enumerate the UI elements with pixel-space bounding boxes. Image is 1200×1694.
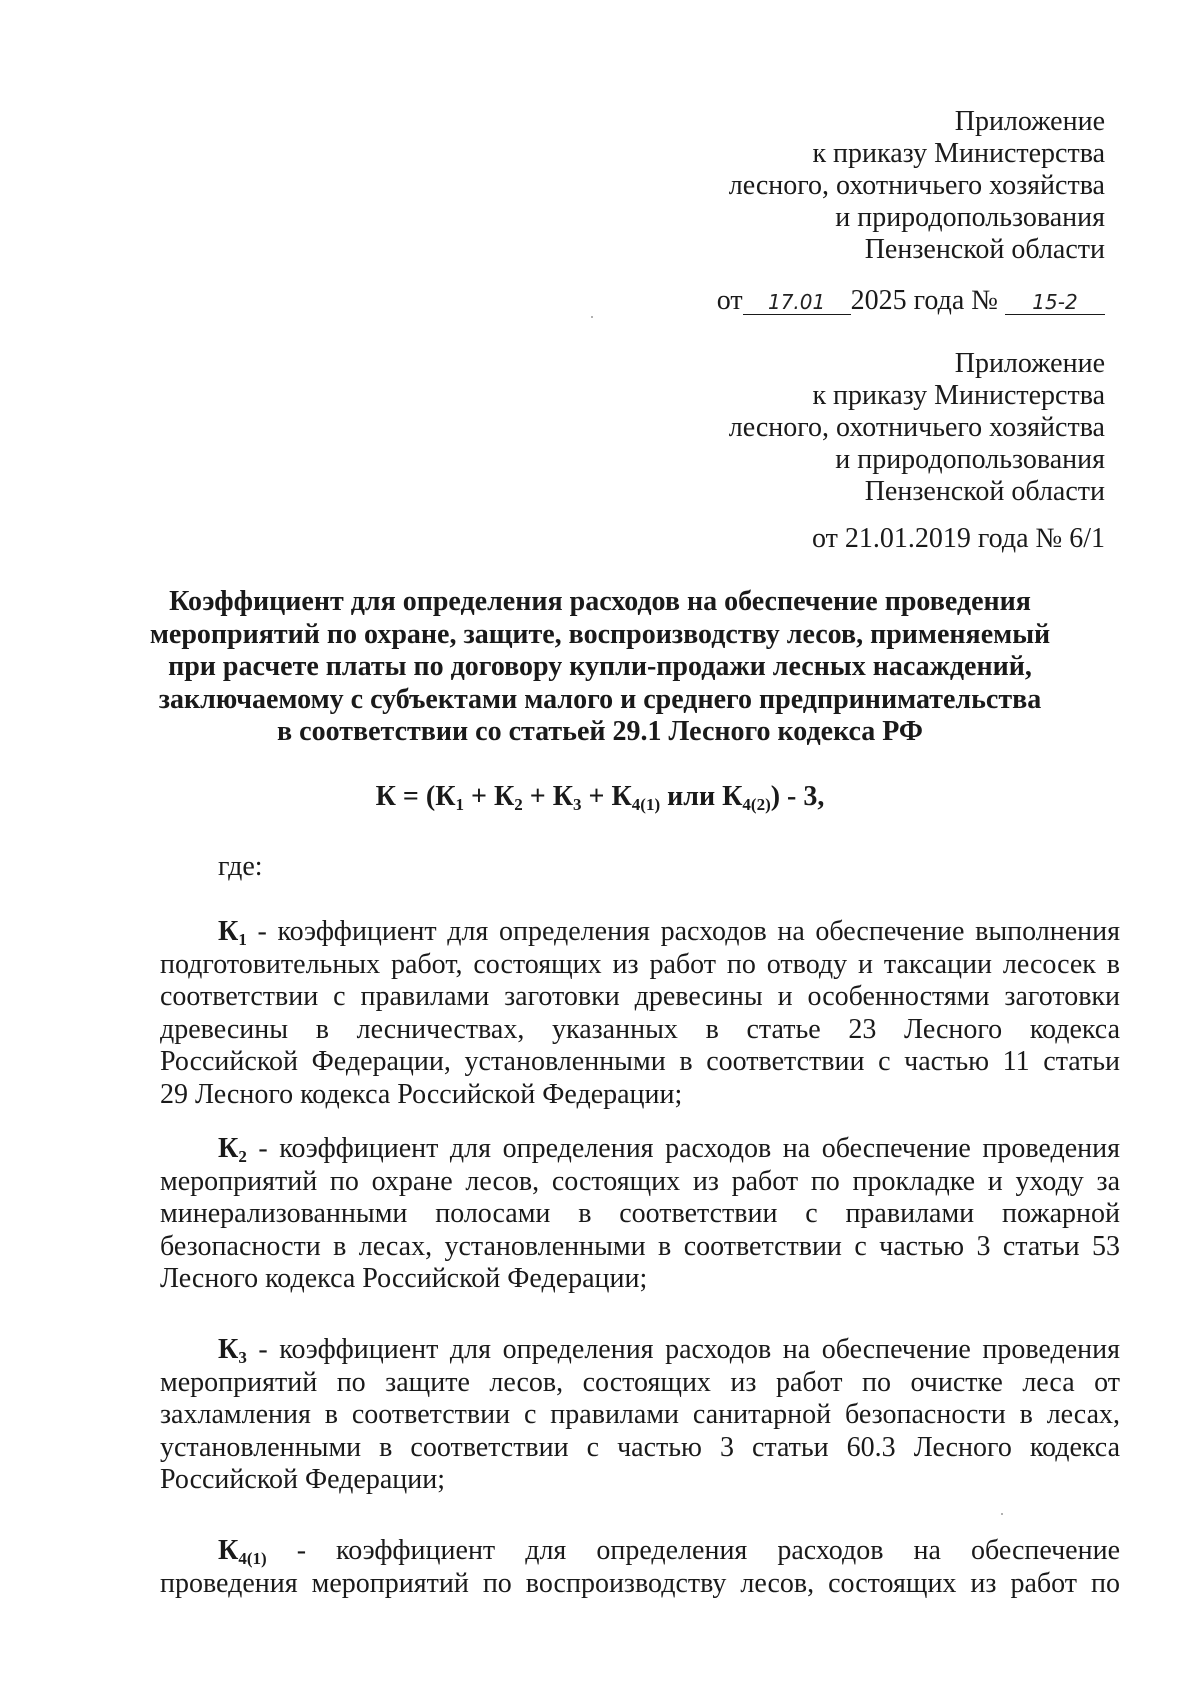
definition-k1 — [160, 916, 1120, 1111]
handwritten-order-date: 17.01 — [743, 290, 851, 315]
order-year: 2025 года № — [850, 285, 998, 316]
paragraph-line: $К_{4(1)}$ - коэффициент для определения расходов на обеспечение — [218, 1535, 1120, 1568]
appendix-line: лесного, охотничьего хозяйства — [728, 412, 1105, 443]
paragraph-line: Российской Федерации, установленными в соответствии с частью 11 статьи — [160, 1046, 1120, 1077]
coefficient-symbol: $К_{4(1)}$ — [218, 1535, 267, 1568]
paragraph-line: $К_3$ - коэффициент для определения расходов на обеспечение проведения — [218, 1334, 1120, 1367]
title-line: при расчете платы по договору купли-продажи лесных насаждений, — [168, 651, 1032, 682]
appendix-line: Пензенской области — [864, 234, 1105, 265]
formula-part: К = (К — [375, 781, 456, 812]
appendix-header-new — [729, 106, 1105, 266]
title-line: заключаемому с субъектами малого и среднего предпринимательства — [158, 683, 1042, 715]
order-prefix: от — [716, 285, 743, 316]
formula-subscript: 1 — [455, 795, 464, 814]
appendix-line: и природопользования — [835, 202, 1105, 233]
formula-part: или К — [660, 781, 743, 812]
paragraph-line: захламления в соответствии с правилами санитарной безопасности в лесах, — [160, 1399, 1120, 1430]
appendix-line: и природопользования — [835, 444, 1105, 475]
appendix-line: Приложение — [954, 348, 1105, 379]
paragraph-line: мероприятий по охране лесов, состоящих из работ по прокладке и уходу за — [160, 1165, 1120, 1197]
paragraph-line: минерализованными полосами в соответствии с правилами пожарной — [160, 1198, 1120, 1229]
scan-speck — [591, 316, 593, 318]
formula-subscript: 4(1) — [631, 795, 661, 814]
definition-k3 — [160, 1334, 1120, 1497]
formula-subscript: 4(2) — [742, 795, 771, 814]
paragraph-line: Лесного кодекса Российской Федерации; — [160, 1263, 648, 1294]
appendix-line: лесного, охотничьего хозяйства — [728, 170, 1105, 201]
paragraph-line: $К_2$ - коэффициент для определения расходов на обеспечение проведения — [218, 1133, 1120, 1166]
order-reference-new — [717, 285, 1105, 317]
where-label: где: — [218, 851, 263, 882]
scan-speck — [1001, 1513, 1003, 1515]
formula-part: + К — [522, 781, 574, 812]
paragraph-line: проведения мероприятий по воспроизводству лесов, состоящих из работ по — [160, 1567, 1120, 1599]
coefficient-symbol: $К_2$ — [218, 1133, 247, 1166]
definition-k4-1 — [160, 1535, 1120, 1600]
formula-subscript: 2 — [514, 795, 523, 814]
formula-part: ) - 3, — [770, 781, 825, 812]
paragraph-line: мероприятий по защите лесов, состоящих из работ по очистке леса от — [160, 1366, 1120, 1398]
appendix-line: к приказу Министерства — [812, 138, 1105, 169]
coefficient-formula — [0, 781, 1200, 813]
handwritten-order-number: 15-2 — [1005, 290, 1105, 315]
paragraph-line: 29 Лесного кодекса Российской Федерации; — [160, 1078, 683, 1110]
paragraph-line: установленными в соответствии с частью 3 статьи 60.3 Лесного кодекса — [160, 1431, 1120, 1463]
title-line: мероприятий по охране, защите, воспроизводству лесов, применяемый — [149, 618, 1051, 650]
coefficient-symbol: $К_1$ — [218, 916, 247, 949]
document-title — [130, 586, 1070, 749]
paragraph-line: Российской Федерации; — [160, 1464, 446, 1495]
definition-k2 — [160, 1133, 1120, 1296]
paragraph-line: $К_1$ - коэффициент для определения расходов на обеспечение выполнения — [218, 916, 1120, 949]
order-reference-old: от 21.01.2019 года № 6/1 — [811, 523, 1105, 554]
formula-part: + К — [464, 781, 515, 812]
paragraph-line: подготовительных работ, состоящих из работ по отводу и таксации лесосек в — [160, 948, 1120, 980]
paragraph-line: древесины в лесничествах, указанных в статье 23 Лесного кодекса — [160, 1013, 1120, 1045]
appendix-line: Приложение — [954, 106, 1105, 137]
title-line: Коэффициент для определения расходов на обеспечение проведения — [169, 586, 1031, 617]
paragraph-line: соответствии с правилами заготовки древесины и особенностями заготовки — [160, 981, 1120, 1012]
paragraph-line: безопасности в лесах, установленными в соответствии с частью 3 статьи 53 — [160, 1230, 1120, 1262]
appendix-line: Пензенской области — [864, 476, 1105, 507]
formula-part: + К — [581, 781, 632, 812]
formula-subscript: 3 — [573, 795, 582, 814]
title-line: в соответствии со статьей 29.1 Лесного кодекса РФ — [277, 716, 923, 747]
appendix-line: к приказу Министерства — [812, 380, 1105, 411]
appendix-header-old — [729, 348, 1105, 508]
coefficient-symbol: $К_3$ — [218, 1334, 247, 1367]
